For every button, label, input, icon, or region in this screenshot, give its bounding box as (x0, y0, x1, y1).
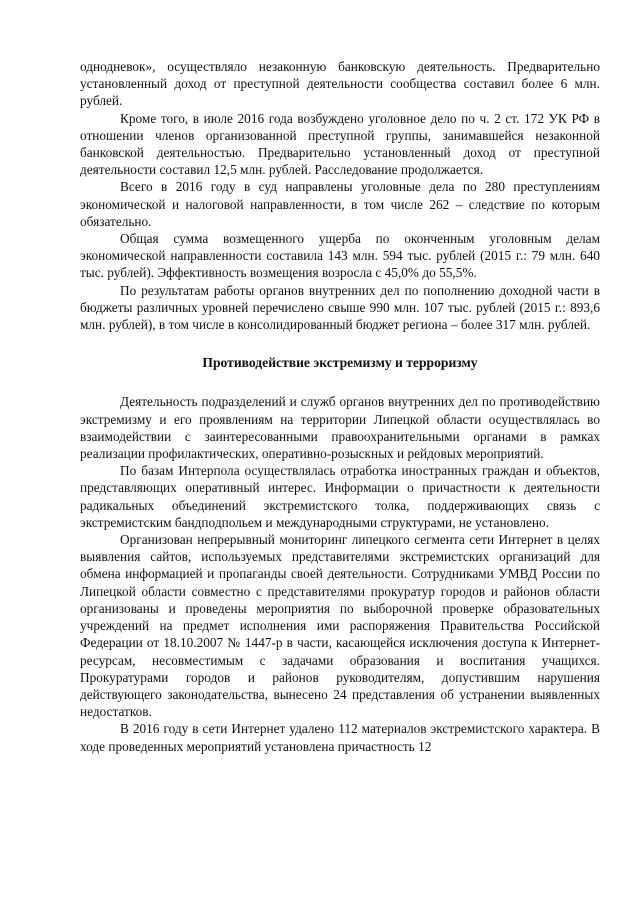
paragraph-budget-revenue: По результатам работы органов внутренних дел по пополнению доходной части в бюджеты различных уровней перечислено свыше 990 млн. 107 тыс. рублей (2015 г.: 893,6 млн. рублей), в том числе в консолидированный бюджет региона – более 317 млн. рублей. (80, 282, 600, 333)
paragraph-court-cases: Всего в 2016 году в суд направлены уголовные дела по 280 преступлениям экономической и налоговой направленности, в том числе 262 – следствие по которым обязательно. (80, 179, 600, 229)
document-page (80, 58, 600, 755)
paragraph-criminal-case: Кроме того, в июле 2016 года возбуждено уголовное дело по ч. 2 ст. 172 УК РФ в отношении членов организованной преступной группы, занимавшейся незаконной банковской деятельностью. Предварительно установленный доход от преступной деятельности составил 12,5 млн. рублей. Расследование продолжается. (80, 110, 600, 178)
paragraph-internet-materials: В 2016 году в сети Интернет удалено 112 материалов экстремистского характера. В ходе проведенных мероприятий установлена причастность 12 (80, 721, 600, 754)
paragraph-continued: однодневок», осуществляло незаконную банковскую деятельность. Предварительно установленный доход от преступной деятельности сообщества составил более 6 млн. рублей. (80, 59, 600, 109)
paragraph-internet-monitoring: Организован непрерывный мониторинг липецкого сегмента сети Интернет в целях выявления сайтов, используемых представителями экстремистских организаций для обмена информацией и пропаганды своей деятельности. Сотрудниками УМВД России по Липецкой области совместно с представителями прокуратур городов и районов области организованы и проведены мероприятия по выборочной проверке образовательных учреждений на предмет исполнения ими распоряжения Правительства Российской Федерации от 18.10.2007 № 1447-р в части, касающейся исключения доступа к Интернет-ресурсам, несовместимым с задачами образования и воспитания учащихся. Прокуратурами городов и районов руководителям, допустившим нарушения действующего законодательства, вынесено 24 представления об устранении выявленных недостатков. (80, 532, 600, 720)
paragraph-damage-compensation: Общая сумма возмещенного ущерба по оконченным уголовным делам экономической направленности составила 143 млн. 594 тыс. рублей (2015 г.: 79 млн. 640 тыс. рублей). Эффективность возмещения возросла с 45,0% до 55,5%. (80, 231, 600, 281)
paragraph-extremism-activity: Деятельность подразделений и служб органов внутренних дел по противодействию экстремизму и его проявлениям на территории Липецкой области осуществлялась во взаимодействии с заинтересованными правоохранительными органами в рамках реализации профилактических, оперативно-розыскных и рейдовых мероприятий. (80, 394, 600, 462)
paragraph-interpol: По базам Интерпола осуществлялась отработка иностранных граждан и объектов, представляющих оперативный интерес. Информации о причастности к деятельности радикальных объединений экстремистского толка, поддерживающих связь с экстремистским бандподпольем и международными структурами, не установлено. (80, 463, 600, 530)
section-heading: Противодействие экстремизму и терроризму (202, 355, 478, 371)
